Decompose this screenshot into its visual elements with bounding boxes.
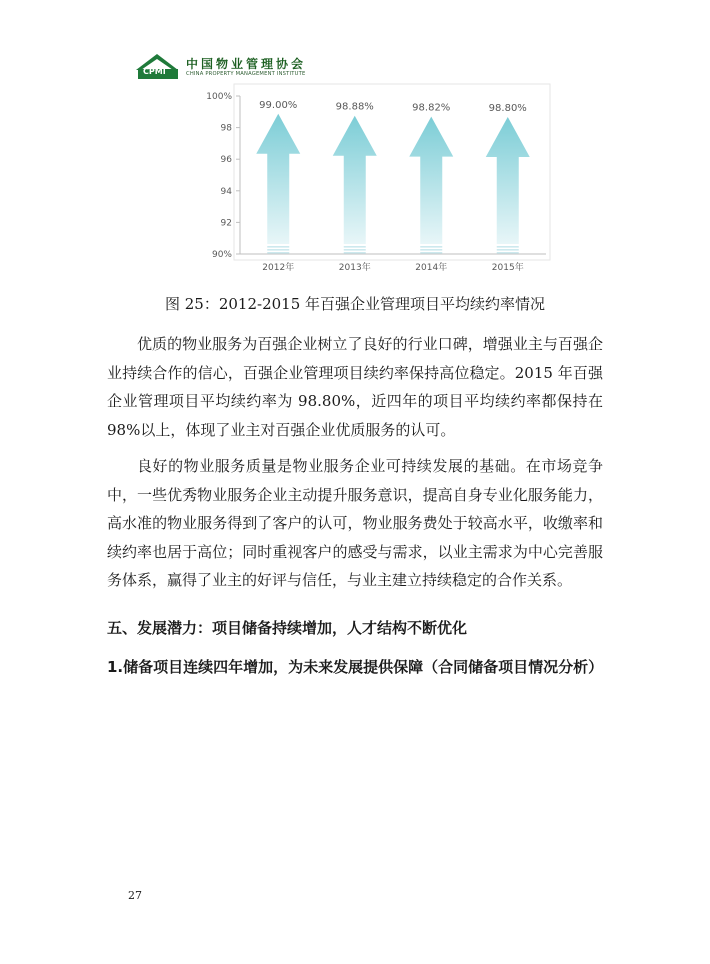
x-tick-label: 2014年 <box>415 263 448 273</box>
y-tick-label: 100% <box>206 92 232 102</box>
org-name-en: CHINA PROPERTY MANAGEMENT INSTITUTE <box>186 71 306 77</box>
data-label: 99.00% <box>259 99 298 111</box>
paragraph-1-text: 优质的物业服务为百强企业树立了良好的行业口碑，增强业主与百强企业持续合作的信心，百强企业管理项目续约率保持高位稳定。2015 年百强企业管理项目平均续约率为 98.80%，近四年的项目平均续约率都保持在 98%以上，体现了业主对百强企业优质服务的认可。 <box>107 335 603 439</box>
data-label: 98.80% <box>488 102 527 114</box>
paragraph-2 <box>107 452 603 595</box>
logo-brand: CPMI <box>143 67 166 76</box>
paragraph-2-text: 良好的物业服务质量是物业服务企业可持续发展的基础。在市场竞争中，一些优秀物业服务企业主动提升服务意识，提高自身专业化服务能力，高水准的物业服务得到了客户的认可，物业服务费处于较高水平，收缴率和续约率也居于高位；同时重视客户的感受与需求，以业主需求为中心完善服务体系，赢得了业主的好评与信任，与业主建立持续稳定的合作关系。 <box>107 457 603 589</box>
x-tick-label: 2013年 <box>338 263 371 273</box>
x-tick-label: 2012年 <box>262 263 295 273</box>
section-heading: 五、发展潜力：项目储备持续增加，人才结构不断优化 <box>107 619 468 637</box>
data-label: 98.82% <box>412 102 451 114</box>
y-tick-label: 92 <box>220 218 232 229</box>
bar-arrow <box>409 117 453 254</box>
page-number: 27 <box>128 889 142 902</box>
bar-arrow <box>486 117 530 254</box>
subsection-heading: 1.储备项目连续四年增加，为未来发展提供保障（合同储备项目情况分析） <box>107 658 604 676</box>
y-tick-label: 98 <box>220 123 232 134</box>
chart-svg <box>196 84 550 278</box>
bar-arrow <box>333 116 377 254</box>
x-tick-label: 2015年 <box>491 263 524 273</box>
paragraph-1 <box>107 330 603 444</box>
y-tick-label: 96 <box>220 155 232 166</box>
renewal-rate-chart <box>196 84 550 278</box>
y-tick-label: 90% <box>211 250 232 260</box>
org-name-cn: 中国物业管理协会 <box>186 57 307 71</box>
bar-arrow <box>256 114 300 254</box>
figure-caption: 图 25：2012-2015 年百强企业管理项目平均续约率情况 <box>164 295 546 313</box>
data-label: 98.88% <box>335 101 374 113</box>
y-tick-label: 94 <box>220 186 232 197</box>
